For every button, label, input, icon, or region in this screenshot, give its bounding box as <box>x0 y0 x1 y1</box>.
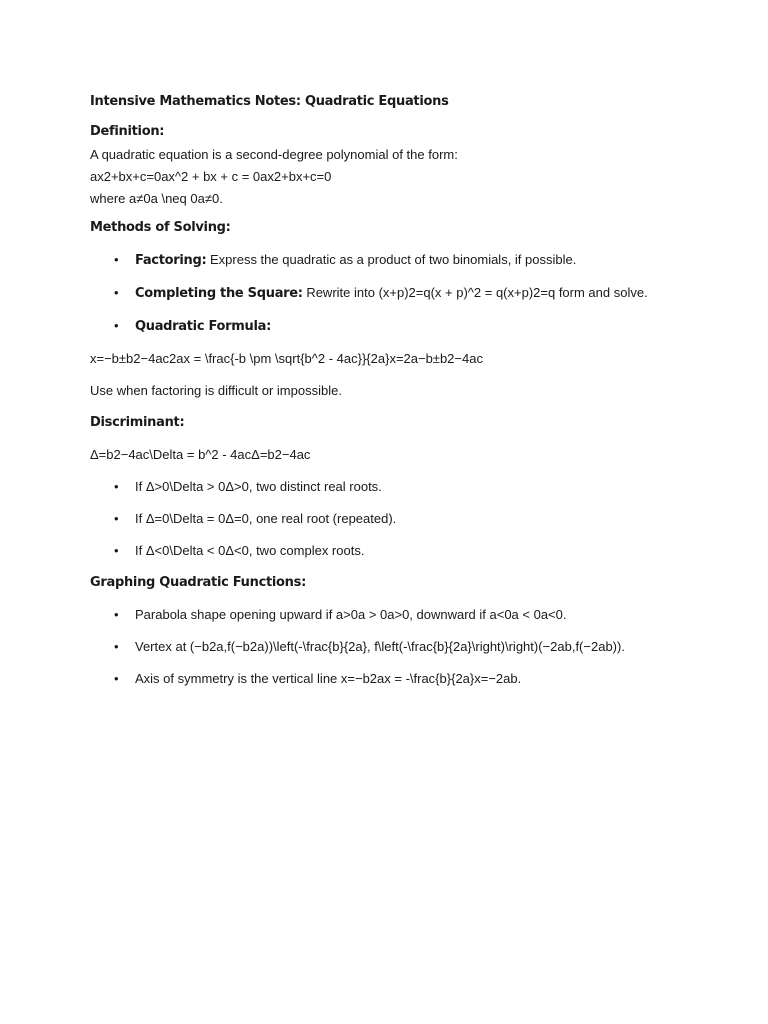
methods-heading: Methods of Solving: <box>90 220 231 235</box>
method-term-factoring: Factoring: <box>135 253 207 268</box>
list-item <box>90 670 720 688</box>
list-item <box>90 317 720 336</box>
discriminant-case-zero: If Δ=0\Delta = 0Δ=0, one real root (repeated). <box>135 511 397 526</box>
bullet-icon: • <box>114 479 119 494</box>
discriminant-section <box>90 414 720 560</box>
bullet-icon: • <box>114 318 119 333</box>
definition-heading: Definition: <box>90 124 165 139</box>
method-term-completing-square: Completing the Square: <box>135 286 303 301</box>
definition-equation: ax2+bx+c=0ax^2 + bx + c = 0ax2+bx+c=0 <box>90 169 332 184</box>
graphing-axis-of-symmetry: Axis of symmetry is the vertical line x=−b2ax = -\frac{b}{2a}x=−2ab. <box>135 671 522 686</box>
method-term-quadratic-formula: Quadratic Formula: <box>135 319 271 334</box>
discriminant-case-negative: If Δ<0\Delta < 0Δ<0, two complex roots. <box>135 543 365 558</box>
graphing-list <box>90 606 720 688</box>
list-item <box>90 284 720 303</box>
graphing-parabola-shape: Parabola shape opening upward if a>0a > 0a>0, downward if a<0a < 0a<0. <box>135 607 567 622</box>
bullet-icon: • <box>114 607 119 622</box>
graphing-section <box>90 574 720 688</box>
definition-section <box>90 123 720 210</box>
bullet-icon: • <box>114 252 119 267</box>
method-text-completing-square: Rewrite into (x+p)2=q(x + p)^2 = q(x+p)2=q form and solve. <box>302 285 648 300</box>
bullet-icon: • <box>114 639 119 654</box>
list-item <box>90 606 720 624</box>
list-item <box>90 542 720 560</box>
methods-list <box>90 251 720 336</box>
list-item <box>90 510 720 528</box>
definition-line: A quadratic equation is a second-degree polynomial of the form: <box>90 147 458 162</box>
page-title: Intensive Mathematics Notes: Quadratic Equations <box>90 94 449 109</box>
bullet-icon: • <box>114 671 119 686</box>
list-item <box>90 638 720 656</box>
discriminant-formula: Δ=b2−4ac\Delta = b^2 - 4acΔ=b2−4ac <box>90 447 311 462</box>
discriminant-list <box>90 478 720 560</box>
bullet-icon: • <box>114 543 119 558</box>
graphing-vertex: Vertex at (−b2a,f(−b2a))\left(-\frac{b}{2a}, f\left(-\frac{b}{2a}\right)\right)(−2ab,f(−2ab)). <box>135 639 625 654</box>
definition-condition: where a≠0a \neq 0a≠0. <box>90 191 223 206</box>
quadratic-formula: x=−b±b2−4ac2ax = \frac{-b \pm \sqrt{b^2 - 4ac}}{2a}x=2a−b±b2−4ac <box>90 351 483 366</box>
discriminant-heading: Discriminant: <box>90 415 185 430</box>
definition-body <box>90 144 720 210</box>
graphing-heading: Graphing Quadratic Functions: <box>90 575 306 590</box>
methods-section <box>90 219 720 400</box>
method-text-factoring: Express the quadratic as a product of two binomials, if possible. <box>206 252 577 267</box>
list-item <box>90 478 720 496</box>
document-page <box>90 93 720 688</box>
list-item <box>90 251 720 270</box>
formula-note: Use when factoring is difficult or impossible. <box>90 383 342 398</box>
bullet-icon: • <box>114 511 119 526</box>
discriminant-case-positive: If Δ>0\Delta > 0Δ>0, two distinct real roots. <box>135 479 382 494</box>
bullet-icon: • <box>114 285 119 300</box>
